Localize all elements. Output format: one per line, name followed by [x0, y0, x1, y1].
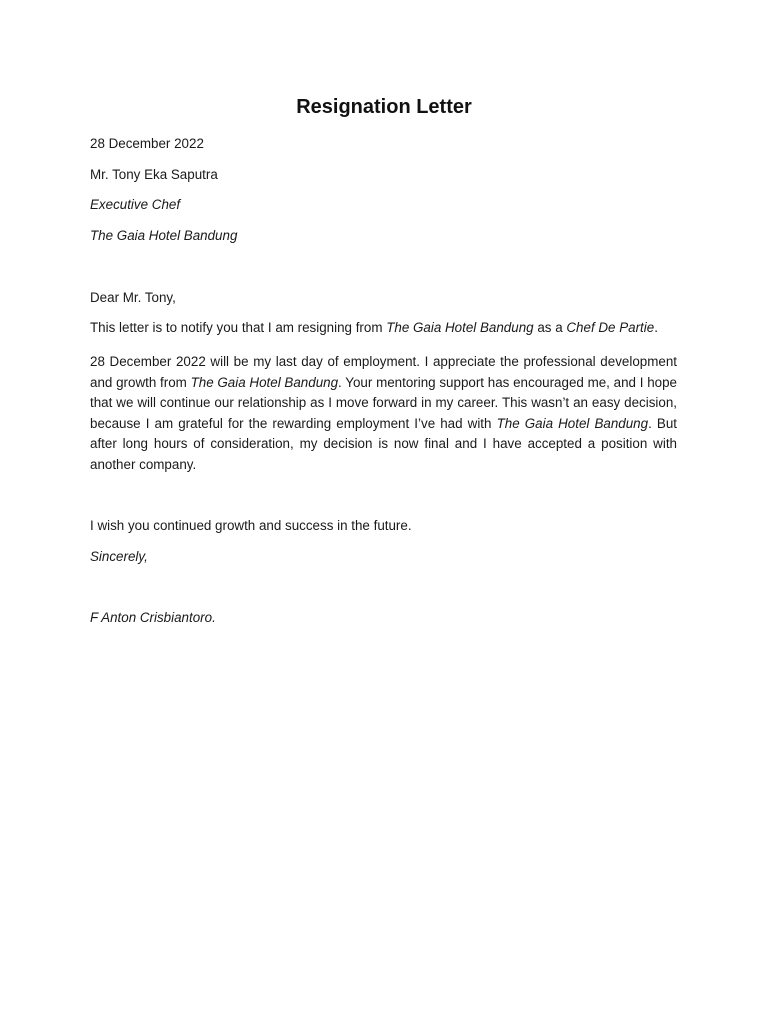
notice-text-middle: as a	[533, 320, 567, 335]
notice-text-after: .	[654, 320, 658, 335]
notice-text-before: This letter is to notify you that I am resigning from	[90, 320, 387, 335]
body-paragraph	[90, 352, 677, 475]
body-company-2: The Gaia Hotel Bandung	[496, 415, 649, 431]
closing-wish: I wish you continued growth and success in the future.	[90, 518, 412, 533]
signature-name: F Anton Crisbiantoro.	[90, 610, 216, 625]
letter-date: 28 December 2022	[90, 136, 204, 151]
notice-position: Chef De Partie	[566, 320, 655, 335]
notice-company: The Gaia Hotel Bandung	[386, 320, 534, 335]
notice-paragraph	[90, 318, 690, 339]
recipient-name: Mr. Tony Eka Saputra	[90, 167, 218, 182]
body-part-2: . Your mentoring support has encouraged me, and I hope that we will continue our relationship as I move forward in my career. This wasn’t an easy decision, because I am grateful for the rewarding employment I’ve had with	[90, 374, 677, 431]
body-part-3: . But after long hours of consideration, my decision is now final and I have accepted a position with another company.	[90, 415, 677, 472]
sign-off: Sincerely,	[90, 549, 148, 564]
body-company-1: The Gaia Hotel Bandung	[190, 374, 339, 390]
recipient-title: Executive Chef	[90, 197, 181, 212]
letter-title: Resignation Letter	[296, 96, 472, 118]
recipient-company: The Gaia Hotel Bandung	[90, 228, 238, 243]
body-part-1: 28 December 2022 will be my last day of employment. I appreciate the professional development and growth from	[90, 354, 677, 390]
salutation: Dear Mr. Tony,	[90, 290, 176, 305]
